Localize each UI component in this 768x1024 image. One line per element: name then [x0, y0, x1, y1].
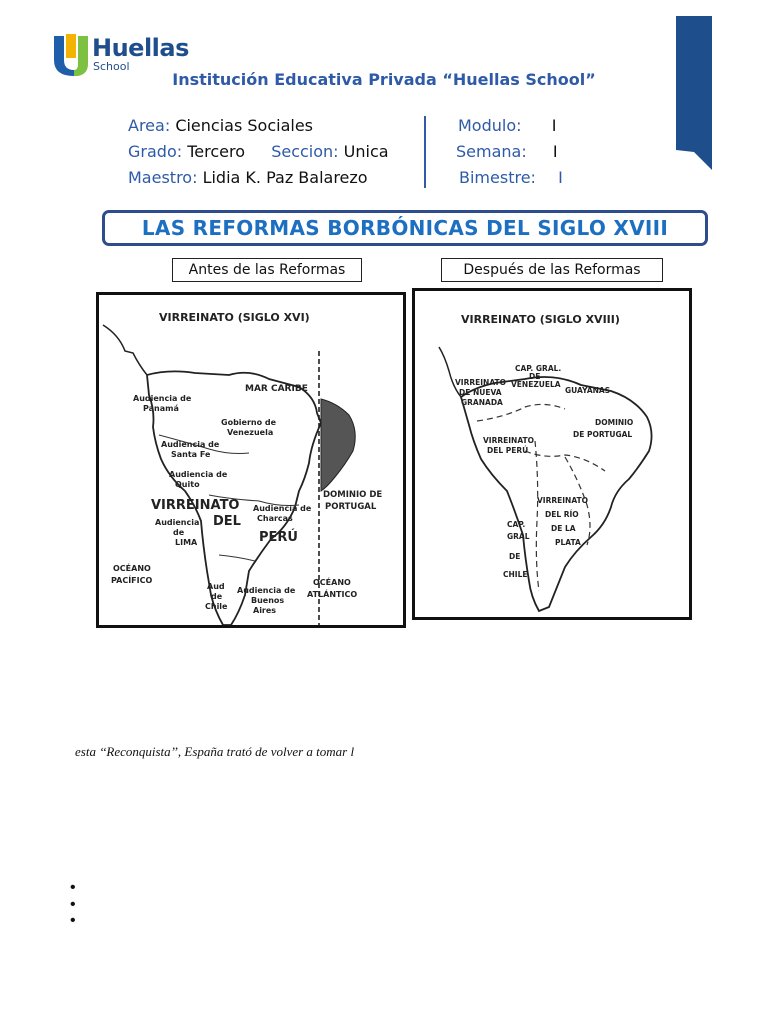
- area-row: [128, 116, 313, 135]
- logo-name: Huellas: [92, 34, 189, 62]
- label-peru-1: VIRREINATO: [483, 436, 535, 445]
- modulo-value: I: [551, 116, 557, 135]
- label-lima-2: de: [173, 528, 185, 537]
- map-after-title: VIRREINATO (SIGLO XVIII): [461, 313, 620, 326]
- label-charcas-2: Charcas: [257, 514, 293, 523]
- label-chile-3: Chile: [205, 602, 228, 611]
- label-rio-1: VIRREINATO: [537, 496, 589, 505]
- label-peru-2: DEL PERÚ: [487, 446, 529, 455]
- label-pacifico-1: OCÉANO: [113, 564, 151, 573]
- label-guayanas: GUAYANAS: [565, 386, 611, 395]
- label-rio-3: DE LA: [551, 524, 576, 533]
- maestro-row: [128, 168, 368, 187]
- label-chile-1: Aud: [207, 582, 225, 591]
- maestro-label: Maestro:: [128, 168, 198, 187]
- semana-value: I: [552, 142, 558, 161]
- map-before-title: VIRREINATO (SIGLO XVI): [159, 311, 310, 324]
- bimestre-label: Bimestre:: [459, 168, 536, 187]
- label-portugal-1: DOMINIO: [595, 418, 634, 427]
- label-chile-4: CHILE: [503, 570, 528, 579]
- info-divider: [424, 116, 426, 188]
- label-charcas-1: Audiencia de: [253, 504, 312, 513]
- logo-subtitle: School: [93, 60, 130, 73]
- label-portugal-2: DE PORTUGAL: [573, 430, 633, 439]
- label-santafe-2: Santa Fe: [171, 450, 211, 459]
- label-cap-gral-2: DE: [529, 372, 541, 381]
- label-peru: PERÚ: [259, 530, 298, 545]
- label-cap-gral-3: VENEZUELA: [511, 380, 561, 389]
- body-text: esta ‘‘Reconquista’’, España trató de volver a tomar l: [75, 744, 355, 759]
- bimestre-row: [459, 168, 563, 187]
- label-del: DEL: [213, 514, 241, 529]
- semana-row: [456, 142, 558, 161]
- bullet-2: •: [70, 896, 76, 913]
- maestro-value: Lidia K. Paz Balarezo: [202, 168, 368, 187]
- area-label: Area:: [128, 116, 171, 135]
- modulo-row: [458, 116, 556, 135]
- bullet-3: •: [70, 912, 76, 929]
- label-nueva-2: DE NUEVA: [459, 388, 502, 397]
- map-after-frame: [412, 288, 692, 620]
- label-rio-4: PLATA: [555, 538, 581, 547]
- label-atlantico-1: OCÉANO: [313, 578, 351, 587]
- grado-label: Grado:: [128, 142, 183, 161]
- label-chile-2: de: [211, 592, 223, 601]
- label-santafe-1: Audiencia de: [161, 440, 220, 449]
- bimestre-value: I: [558, 168, 563, 187]
- label-lima-3: LIMA: [175, 538, 198, 547]
- label-cap-gral-1: CAP. GRAL.: [515, 364, 562, 373]
- label-chile-1: CAP.: [507, 520, 526, 529]
- label-atlantico-2: ATLÁNTICO: [307, 590, 358, 599]
- page-title: LAS REFORMAS BORBÓNICAS DEL SIGLO XVIII: [102, 210, 708, 246]
- label-virreinato: VIRREINATO: [151, 498, 240, 513]
- corner-ribbon: [676, 16, 712, 170]
- seccion-label: Seccion:: [271, 142, 339, 161]
- label-dominio-1: DOMINIO DE: [323, 490, 383, 500]
- map-after: [415, 291, 689, 617]
- map-before-frame: [96, 292, 406, 628]
- grado-row: [128, 142, 389, 161]
- label-venezuela-2: Venezuela: [227, 428, 274, 437]
- label-venezuela-1: Gobierno de: [221, 418, 277, 427]
- label-pacifico-2: PACÍFICO: [111, 576, 153, 585]
- seccion-value: Unica: [343, 142, 389, 161]
- bullet-1: •: [70, 879, 76, 896]
- label-panama-1: Audiencia de: [133, 394, 192, 403]
- label-chile-3: DE: [509, 552, 521, 561]
- label-quito-1: Audiencia de: [169, 470, 228, 479]
- label-lima-1: Audiencia: [155, 518, 200, 527]
- modulo-label: Modulo:: [458, 116, 522, 135]
- label-rio-2: DEL RÍO: [545, 510, 579, 519]
- label-nueva-3: GRANADA: [461, 398, 503, 407]
- label-ba-2: Buenos: [251, 596, 285, 605]
- caption-before: Antes de las Reformas: [172, 258, 362, 282]
- caption-after: Después de las Reformas: [441, 258, 663, 282]
- institution-title: Institución Educativa Privada “Huellas School”: [172, 70, 596, 89]
- label-panama-2: Panamá: [143, 404, 179, 413]
- label-ba-1: Audiencia de: [237, 586, 296, 595]
- label-dominio-2: PORTUGAL: [325, 502, 377, 512]
- label-ba-3: Aires: [253, 606, 277, 615]
- label-nueva-1: VIRREINATO: [455, 378, 507, 387]
- semana-label: Semana:: [456, 142, 527, 161]
- label-mar-caribe: MAR CARIBE: [245, 384, 308, 394]
- area-value: Ciencias Sociales: [175, 116, 313, 135]
- grado-value: Tercero: [187, 142, 245, 161]
- map-before: [99, 295, 403, 625]
- label-chile-2: GRAL: [507, 532, 530, 541]
- label-quito-2: Quito: [175, 480, 200, 489]
